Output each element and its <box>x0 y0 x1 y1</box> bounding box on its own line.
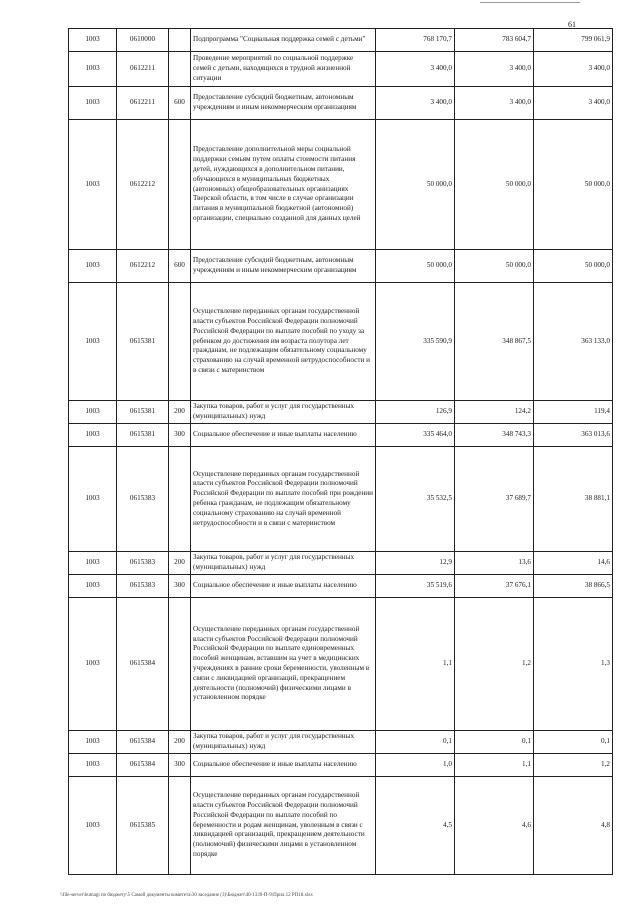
file-path-footer: \\file-server\bumagi по бюджету\5 Самой документы комитета\30 заседание (3)\Бюджет\40-1339-П-9\Прил.12 РП18.xlsx <box>60 893 313 898</box>
item-name: Проведение мероприятий по социальной поддержке семей с детьми, находящихся в трудной жизненной ситуации <box>191 52 376 87</box>
table-row <box>69 250 613 283</box>
amount-year-2: 50 000,0 <box>455 120 534 250</box>
table-row <box>69 401 613 424</box>
table-row <box>69 754 613 777</box>
amount-year-2: 1,2 <box>455 598 534 731</box>
amount-year-3: 119,4 <box>534 401 613 424</box>
amount-year-1: 335 590,9 <box>376 283 455 401</box>
table-row <box>69 777 613 875</box>
target-article-code: 0615384 <box>117 754 169 777</box>
item-name: Закупка товаров, работ и услуг для государственных (муниципальных) нужд <box>191 401 376 424</box>
target-article-code: 0612211 <box>117 87 169 120</box>
target-article-code: 0615384 <box>117 731 169 754</box>
item-name: Предоставление дополнительной меры социальной поддержки семьям путем оплаты стоимости питания детей, нуждающихся в дополнительном питании, обучающихся в муниципальных бюджетных (автономных) общеобразовательных организациях Тверской области, в том числе в случае организации питания в муниципальной бюджетной (автономной) организации, специально созданной для данных целей <box>191 120 376 250</box>
target-article-code: 0610000 <box>117 29 169 52</box>
expense-type-code: 300 <box>169 754 191 777</box>
amount-year-3: 363 013,6 <box>534 424 613 447</box>
amount-year-2: 3 400,0 <box>455 52 534 87</box>
target-article-code: 0615381 <box>117 401 169 424</box>
target-article-code: 0615385 <box>117 777 169 875</box>
expense-type-code <box>169 447 191 552</box>
amount-year-3: 38 866,5 <box>534 575 613 598</box>
item-name: Социальное обеспечение и иные выплаты населению <box>191 575 376 598</box>
expense-type-code <box>169 598 191 731</box>
amount-year-3: 4,8 <box>534 777 613 875</box>
expense-type-code: 200 <box>169 552 191 575</box>
amount-year-1: 1,0 <box>376 754 455 777</box>
amount-year-3: 1,3 <box>534 598 613 731</box>
amount-year-1: 4,5 <box>376 777 455 875</box>
expense-type-code <box>169 283 191 401</box>
amount-year-3: 3 400,0 <box>534 52 613 87</box>
target-article-code: 0612212 <box>117 120 169 250</box>
section-code: 1003 <box>69 401 117 424</box>
target-article-code: 0612212 <box>117 250 169 283</box>
amount-year-3: 0,1 <box>534 731 613 754</box>
target-article-code: 0615383 <box>117 575 169 598</box>
table-row <box>69 120 613 250</box>
amount-year-2: 37 689,7 <box>455 447 534 552</box>
section-code: 1003 <box>69 598 117 731</box>
amount-year-2: 348 743,3 <box>455 424 534 447</box>
target-article-code: 0615384 <box>117 598 169 731</box>
amount-year-1: 3 400,0 <box>376 52 455 87</box>
item-name: Закупка товаров, работ и услуг для государственных (муниципальных) нужд <box>191 731 376 754</box>
item-name: Осуществление переданных органам государственной власти субъектов Российской Федерации полномочий Российской Федерации по выплате пособий при рождении ребенка гражданам, не подлежащим обязательному социальному страхованию на случай временной нетрудоспособности и в связи с материнством <box>191 447 376 552</box>
table-row <box>69 575 613 598</box>
amount-year-1: 335 464,0 <box>376 424 455 447</box>
amount-year-2: 13,6 <box>455 552 534 575</box>
section-code: 1003 <box>69 754 117 777</box>
amount-year-2: 50 000,0 <box>455 250 534 283</box>
amount-year-2: 348 867,5 <box>455 283 534 401</box>
amount-year-1: 0,1 <box>376 731 455 754</box>
amount-year-3: 50 000,0 <box>534 120 613 250</box>
amount-year-3: 3 400,0 <box>534 87 613 120</box>
table-row <box>69 424 613 447</box>
amount-year-1: 768 170,7 <box>376 29 455 52</box>
amount-year-1: 35 532,5 <box>376 447 455 552</box>
amount-year-2: 4,6 <box>455 777 534 875</box>
section-code: 1003 <box>69 52 117 87</box>
section-code: 1003 <box>69 29 117 52</box>
table-row <box>69 731 613 754</box>
amount-year-1: 12,9 <box>376 552 455 575</box>
item-name: Осуществление переданных органам государственной власти субъектов Российской Федерации полномочий Российской Федерации по выплате пособий по уходу за ребенком до достижения им возраста полутора лет гражданам, не подлежащим обязательному социальному страхованию на случай временной нетрудоспособности и в связи с материнством <box>191 283 376 401</box>
amount-year-2: 3 400,0 <box>455 87 534 120</box>
table-row <box>69 552 613 575</box>
amount-year-1: 1,1 <box>376 598 455 731</box>
table-row <box>69 52 613 87</box>
section-code: 1003 <box>69 447 117 552</box>
expense-type-code: 300 <box>169 424 191 447</box>
item-name: Закупка товаров, работ и услуг для государственных (муниципальных) нужд <box>191 552 376 575</box>
section-code: 1003 <box>69 575 117 598</box>
budget-table <box>68 28 613 875</box>
amount-year-3: 14,6 <box>534 552 613 575</box>
amount-year-2: 124,2 <box>455 401 534 424</box>
section-code: 1003 <box>69 250 117 283</box>
expense-type-code: 200 <box>169 731 191 754</box>
expense-type-code: 200 <box>169 401 191 424</box>
amount-year-2: 0,1 <box>455 731 534 754</box>
target-article-code: 0612211 <box>117 52 169 87</box>
table-row <box>69 283 613 401</box>
section-code: 1003 <box>69 777 117 875</box>
item-name: Осуществление переданных органам государственной власти субъектов Российской Федерации полномочий Российской Федерации по выплате пособий по беременности и родам женщинам, уволенным в связи с ликвидацией организаций, прекращением деятельности (полномочий) физическими лицами в установленном порядке <box>191 777 376 875</box>
item-name: Предоставление субсидий бюджетным, автономным учреждениям и иным некоммерческим организациям <box>191 250 376 283</box>
section-code: 1003 <box>69 552 117 575</box>
amount-year-2: 783 604,7 <box>455 29 534 52</box>
amount-year-3: 1,2 <box>534 754 613 777</box>
item-name: Подпрограмма "Социальная поддержка семей с детьми" <box>191 29 376 52</box>
amount-year-1: 50 000,0 <box>376 120 455 250</box>
page-number: 61 <box>568 20 576 29</box>
section-code: 1003 <box>69 120 117 250</box>
amount-year-2: 1,1 <box>455 754 534 777</box>
amount-year-1: 126,9 <box>376 401 455 424</box>
table-row <box>69 87 613 120</box>
target-article-code: 0615383 <box>117 447 169 552</box>
target-article-code: 0615381 <box>117 283 169 401</box>
amount-year-1: 3 400,0 <box>376 87 455 120</box>
section-code: 1003 <box>69 283 117 401</box>
table-row <box>69 29 613 52</box>
item-name: Социальное обеспечение и иные выплаты населению <box>191 424 376 447</box>
item-name: Социальное обеспечение и иные выплаты населению <box>191 754 376 777</box>
amount-year-1: 50 000,0 <box>376 250 455 283</box>
expense-type-code <box>169 120 191 250</box>
section-code: 1003 <box>69 424 117 447</box>
table-row <box>69 447 613 552</box>
expense-type-code <box>169 777 191 875</box>
target-article-code: 0615383 <box>117 552 169 575</box>
item-name: Осуществление переданных органам государственной власти субъектов Российской Федерации полномочий Российской Федерации по выплате единовременных пособий женщинам, вставшим на учет в медицинских учреждениях в ранние сроки беременности, уволенным в связи с ликвидацией организаций, прекращением деятельности (полномочий) физическими лицами в установленном порядке <box>191 598 376 731</box>
amount-year-3: 38 881,1 <box>534 447 613 552</box>
expense-type-code: 600 <box>169 250 191 283</box>
section-code: 1003 <box>69 87 117 120</box>
amount-year-2: 37 676,1 <box>455 575 534 598</box>
table-row <box>69 598 613 731</box>
section-code: 1003 <box>69 731 117 754</box>
amount-year-1: 35 519,6 <box>376 575 455 598</box>
target-article-code: 0615381 <box>117 424 169 447</box>
top-rule <box>480 2 580 4</box>
expense-type-code <box>169 29 191 52</box>
item-name: Предоставление субсидий бюджетным, автономным учреждениям и иным некоммерческим организациям <box>191 87 376 120</box>
expense-type-code: 600 <box>169 87 191 120</box>
expense-type-code <box>169 52 191 87</box>
amount-year-3: 799 061,9 <box>534 29 613 52</box>
amount-year-3: 363 133,0 <box>534 283 613 401</box>
amount-year-3: 50 000,0 <box>534 250 613 283</box>
expense-type-code: 300 <box>169 575 191 598</box>
